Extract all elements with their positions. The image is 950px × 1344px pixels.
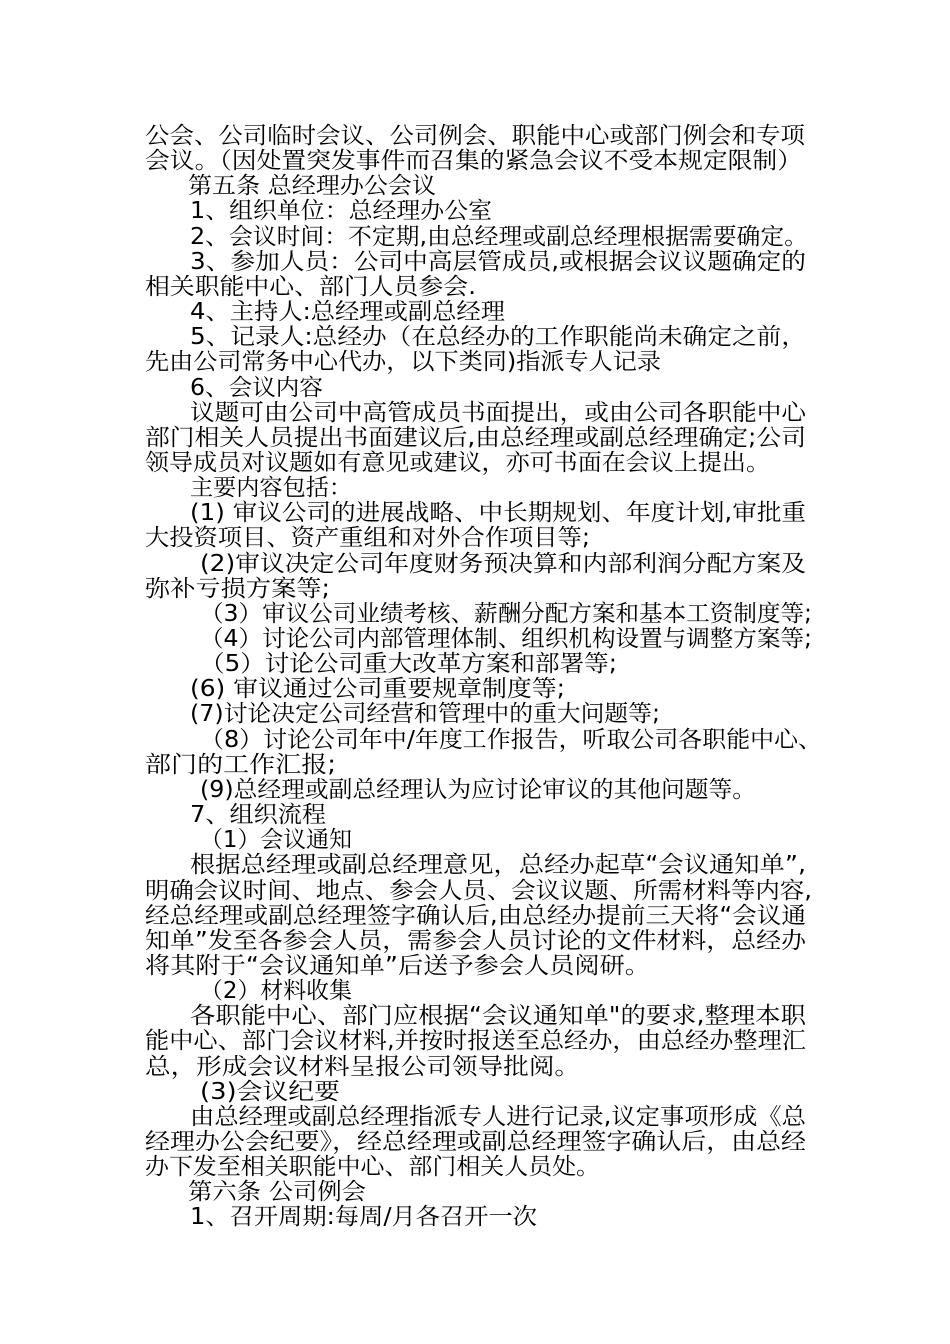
text-line: 2、会议时间：不定期,由总经理或副总经理根据需要确定。: [190, 223, 809, 250]
text-line: 部门的工作汇报;: [145, 751, 336, 778]
text-line: 弥补亏损方案等;: [145, 575, 330, 602]
text-line: 议题可由公司中高管成员书面提出，或由公司各职能中心: [190, 399, 806, 426]
text-line: 会议。（因处置突发事件而召集的紧急会议不受本规定限制）: [145, 148, 802, 175]
text-line: 经理办公会纪要》，经总经理或副总经理签字确认后，由总经: [145, 1129, 807, 1155]
text-line: 公会、公司临时会议、公司例会、职能中心或部门例会和专项: [145, 123, 805, 149]
text-line: (3)会议纪要: [200, 1078, 340, 1105]
text-line: 6、会议内容: [190, 374, 323, 401]
text-line: （5）讨论公司重大改革方案和部署等;: [200, 651, 617, 678]
text-line: 第五条 总经理办公会议: [188, 173, 436, 200]
text-line: 相关职能中心、部门人员参会.: [145, 273, 477, 300]
text-line: 各职能中心、部门应根据“会议通知单"的要求,整理本职: [190, 1003, 806, 1030]
text-line: 知单”发至各参会人员，需参会人员讨论的文件材料，总经办: [145, 927, 806, 954]
text-line: (1) 审议公司的进展战略、中长期规划、年度计划,审批重: [190, 500, 806, 527]
text-line: (7)讨论决定公司经营和管理中的重大问题等;: [190, 701, 660, 728]
text-line: 领导成员对议题如有意见或建议，亦可书面在会议上提出。: [145, 449, 770, 476]
text-line: 明确会议时间、地点、参会人员、会议议题、所需材料等内容,: [145, 877, 812, 904]
text-line: 第六条 公司例会: [188, 1179, 366, 1206]
text-line: 1、组织单位：总经理办公室: [190, 198, 492, 225]
text-line: （3）审议公司业绩考核、薪酬分配方案和基本工资制度等;: [200, 600, 812, 627]
text-line: 7、组织流程: [190, 802, 326, 829]
text-line: （4）讨论公司内部管理体制、组织机构设置与调整方案等;: [200, 626, 812, 652]
text-line: (9)总经理或副总经理认为应讨论审议的其他问题等。: [200, 776, 756, 803]
text-line: 4、主持人:总经理或副总经理: [190, 299, 505, 326]
text-line: 3、参加人员：公司中高层管成员,或根据会议议题确定的: [190, 248, 806, 275]
text-line: （1）会议通知: [200, 827, 352, 854]
text-line: 5、记录人:总经办（在总经办的工作职能尚未确定之前，: [190, 324, 806, 351]
text-line: 先由公司常务中心代办，以下类同)指派专人记录: [145, 349, 661, 376]
text-line: (2)审议决定公司年度财务预决算和内部利润分配方案及: [200, 550, 806, 577]
text-line: (6) 审议通过公司重要规章制度等;: [190, 676, 565, 703]
text-line: 由总经理或副总经理指派专人进行记录,议定事项形成《总: [190, 1103, 806, 1130]
text-line: 根据总经理或副总经理意见，总经办起草“会议通知单”,: [190, 852, 806, 879]
text-line: （8）讨论公司年中/年度工作报告，听取公司各职能中心、: [200, 726, 822, 753]
text-line: 总，形成会议材料呈报公司领导批阅。: [145, 1053, 580, 1080]
text-line: （2）材料收集: [200, 978, 352, 1005]
text-line: 主要内容包括：: [190, 475, 352, 502]
text-line: 办下发至相关职能中心、部门相关人员处。: [145, 1154, 600, 1181]
text-line: 经总经理或副总经理签字确认后,由总经办提前三天将“会议通: [145, 902, 806, 929]
text-line: 1、召开周期:每周/月各召开一次: [190, 1204, 537, 1231]
text-line: 能中心、部门会议材料,并按时报送至总经办，由总经办整理汇: [145, 1028, 806, 1055]
text-line: 大投资项目、资产重组和对外合作项目等;: [145, 525, 590, 552]
text-line: 将其附于“会议通知单”后送予参会人员阅研。: [145, 952, 650, 979]
text-line: 部门相关人员提出书面建议后,由总经理或副总经理确定;公司: [145, 424, 806, 451]
